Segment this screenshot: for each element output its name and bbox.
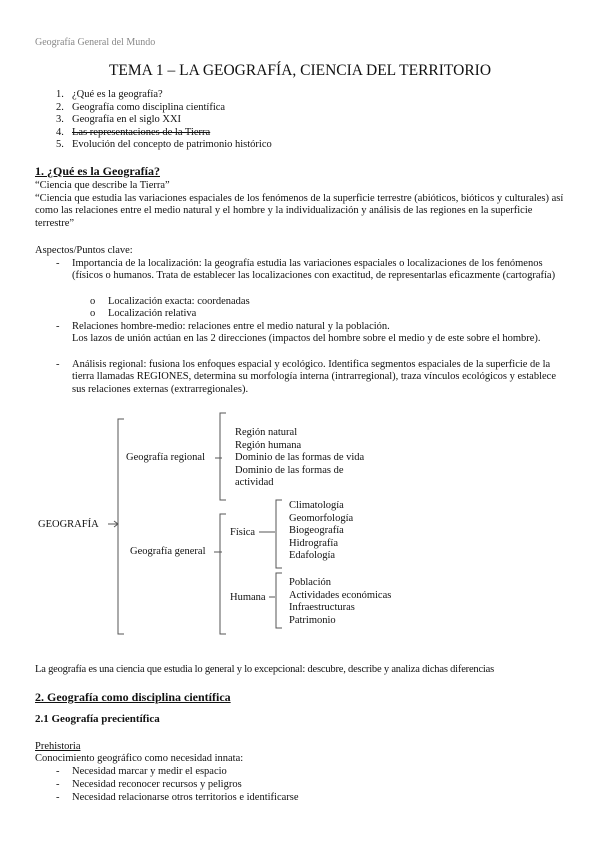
quote-definition: “Ciencia que estudia las variaciones espaciales de los fenómenos de la superficie terrestre (abióticos, bióticos y culturales) así como las relaciones entre el medio natural y el hombre y la individualización y análisis de las regiones en la superficie terrestre” — [35, 193, 564, 229]
toc-item: 3. Geografía en el siglo XXI — [56, 114, 182, 126]
toc-item: 5. Evolución del concepto de patrimonio histórico — [56, 139, 272, 151]
quote-short: “Ciencia que describe la Tierra” — [35, 180, 170, 191]
prehistoria-intro: Conocimiento geográfico como necesidad innata: — [35, 753, 244, 764]
sub-bullet-exacta: Localización exacta: coordenadas — [108, 296, 250, 307]
section2-subheading: 2.1 Geografía precientífica — [35, 713, 160, 725]
list-item: Necesidad reconocer recursos y peligros — [72, 779, 242, 790]
bullet-dash: - — [56, 766, 60, 777]
toc-item-struck: 4. Las representaciones de la Tierra — [56, 126, 211, 138]
diagram-general: Geografía general — [130, 546, 206, 557]
list-item: Patrimonio — [289, 614, 336, 626]
bullet-dash: - — [56, 792, 60, 803]
prehistoria-label: Prehistoria — [35, 741, 81, 752]
page-title: TEMA 1 – LA GEOGRAFÍA, CIENCIA DEL TERRITORIO — [108, 62, 492, 79]
bullet-dash: - — [56, 779, 60, 790]
toc-item: 2. Geografía como disciplina científica — [56, 101, 226, 113]
list-item: Infraestructuras — [289, 602, 355, 614]
list-item: Región humana — [235, 439, 302, 451]
list-item: Necesidad relacionarse otros territorios e identificarse — [72, 792, 299, 803]
aspects-label: Aspectos/Puntos clave: — [35, 245, 133, 256]
list-item: Región natural — [235, 427, 298, 438]
list-item: Biogeografía — [289, 525, 344, 537]
list-item: Necesidad marcar y medir el espacio — [72, 766, 227, 777]
list-item: Climatología — [289, 500, 344, 511]
bullet-localizacion: Importancia de la localización: la geografía estudia las variaciones espaciales o localizaciones de los fenómenos (físicos o humanos. Trata de establecer las localizaciones con exactitud, de representarlas eficazmente (cartografía) — [72, 258, 556, 282]
bullet-dash: - — [56, 321, 60, 332]
bullet-dash: - — [56, 258, 60, 269]
regional-items — [235, 427, 364, 490]
section1-heading: 1. ¿Qué es la Geografía? — [35, 164, 160, 178]
bullet-hombre-medio: Relaciones hombre-medio: relaciones entre el medio natural y la población. — [72, 321, 390, 332]
section2-heading: 2. Geografía como disciplina científica — [35, 690, 231, 704]
toc-item: 1. ¿Qué es la geografía? — [56, 89, 163, 100]
diagram-regional: Geografía regional — [126, 452, 206, 463]
running-header: Geografía General del Mundo — [35, 37, 156, 48]
bullet-analisis-regional: Análisis regional: fusiona los enfoques espacial y ecológico. Identifica segmentos espaciales de la superficie de la tierra llamadas REGIONES, determina su morfología interna (intrarregional), traza vínculos ecológicos y establece sus relaciones externas (extrarregionales). — [72, 359, 556, 395]
diagram-root: GEOGRAFÍA — [38, 519, 99, 530]
diagram-humana: Humana — [230, 592, 266, 603]
humana-items — [289, 577, 391, 627]
list-item: actividad — [235, 477, 274, 489]
list-item: Dominio de las formas de vida — [235, 452, 365, 464]
list-item: Actividades económicas — [289, 589, 392, 601]
diagram-fisica: Física — [230, 527, 256, 538]
sub-bullet-marker: o — [90, 296, 96, 307]
bullet-hombre-medio-detail: Los lazos de unión actúan en las 2 direcciones (impactos del hombre sobre el medio y de este sobre el hombre). — [72, 333, 541, 344]
list-item: Población — [289, 577, 331, 588]
list-item: Edafología — [289, 550, 336, 562]
list-item: Geomorfología — [289, 512, 354, 524]
summary-text: La geografía es una ciencia que estudia lo general y lo excepcional: descubre, describe y analiza dichas diferencias — [35, 664, 494, 675]
bullet-dash: - — [56, 359, 60, 370]
list-item: Hidrografía — [289, 537, 338, 549]
sub-bullet-relativa: Localización relativa — [108, 308, 197, 319]
sub-bullet-marker: o — [90, 308, 96, 319]
list-item: Dominio de las formas de — [235, 464, 344, 476]
fisica-items — [289, 500, 353, 563]
